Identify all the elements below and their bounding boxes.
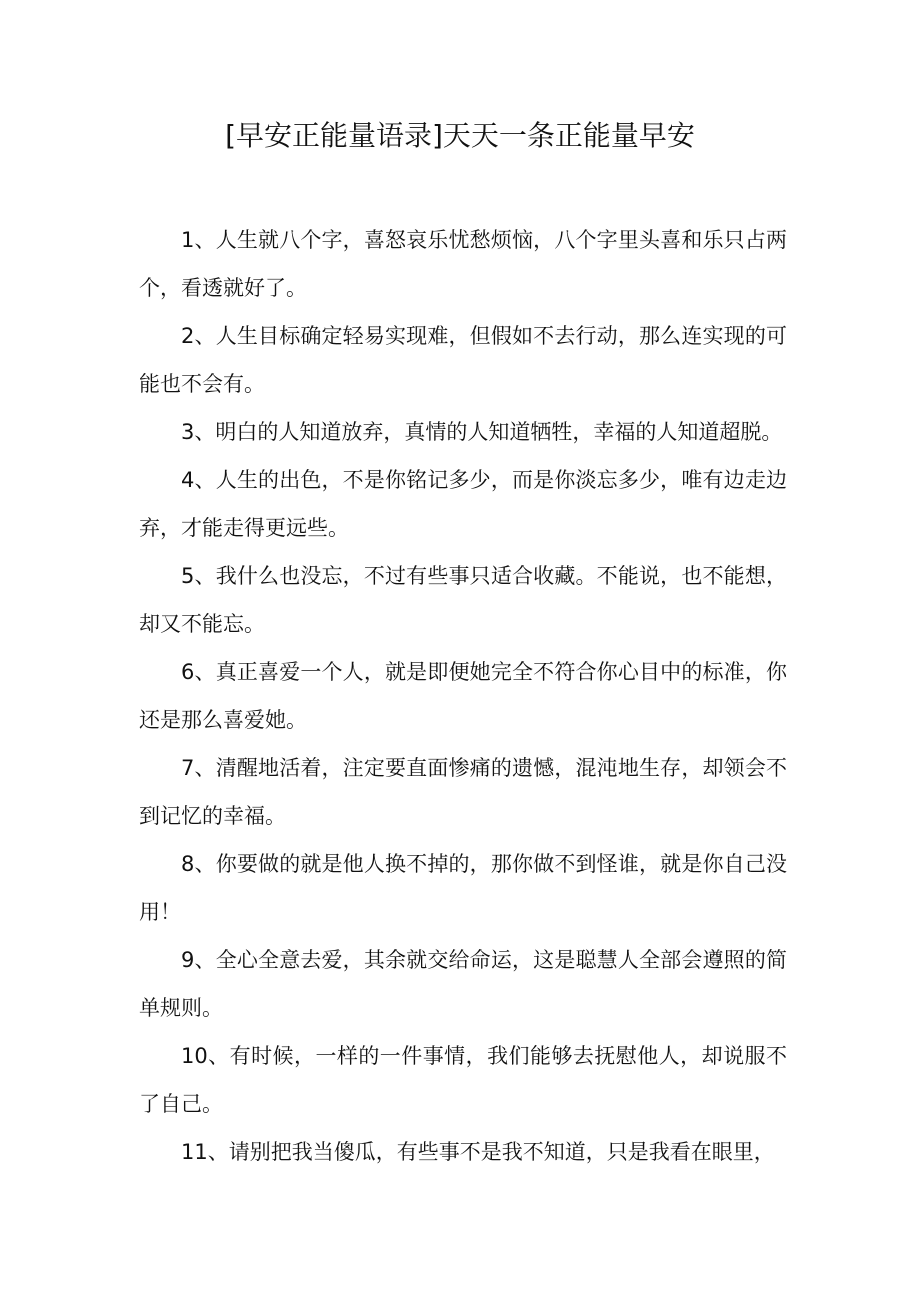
paragraph-10: 10、有时候，一样的一件事情，我们能够去抚慰他人，却说服不了自己。 <box>139 1044 787 1116</box>
paragraph-5: 5、我什么也没忘，不过有些事只适合收藏。不能说，也不能想，却又不能忘。 <box>139 564 787 636</box>
paragraph-4: 4、人生的出色，不是你铭记多少，而是你淡忘多少，唯有边走边弃，才能走得更远些。 <box>139 468 787 540</box>
document-title: [早安正能量语录]天天一条正能量早安 <box>225 119 695 152</box>
paragraph-3: 3、明白的人知道放弃，真情的人知道牺牲，幸福的人知道超脱。 <box>181 420 783 444</box>
document-body <box>139 216 787 1176</box>
paragraph-2: 2、人生目标确定轻易实现难，但假如不去行动，那么连实现的可能也不会有。 <box>139 324 787 396</box>
paragraph-8: 8、你要做的就是他人换不掉的，那你做不到怪谁，就是你自己没用！ <box>139 852 787 924</box>
paragraph-7: 7、清醒地活着，注定要直面惨痛的遗憾，混沌地生存，却领会不到记忆的幸福。 <box>139 756 787 828</box>
paragraph-9: 9、全心全意去爱，其余就交给命运，这是聪慧人全部会遵照的简单规则。 <box>139 948 787 1020</box>
paragraph-11: 11、请别把我当傻瓜，有些事不是我不知道，只是我看在眼里， <box>181 1140 775 1164</box>
paragraph-6: 6、真正喜爱一个人，就是即便她完全不符合你心目中的标准，你还是那么喜爱她。 <box>139 660 787 732</box>
paragraph-1: 1、人生就八个字，喜怒哀乐忧愁烦恼，八个字里头喜和乐只占两个，看透就好了。 <box>139 228 787 300</box>
